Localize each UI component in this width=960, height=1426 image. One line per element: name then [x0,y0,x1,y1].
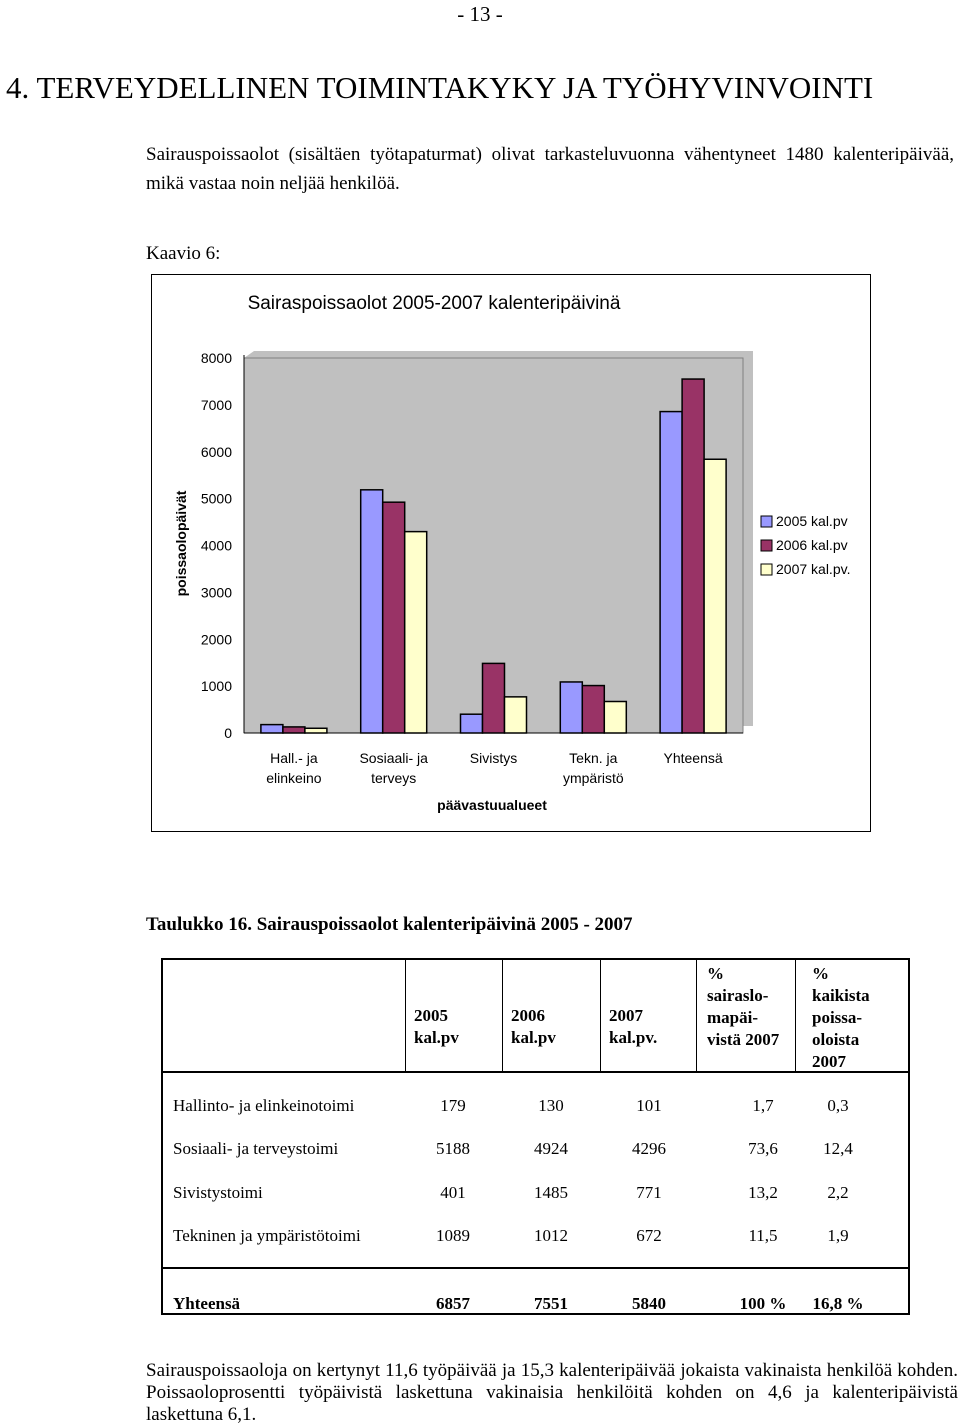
table-cell: 130 [538,1096,564,1115]
row-label: Sosiaali- ja terveystoimi [173,1139,339,1158]
x-tick-label: Tekn. ja [569,750,618,766]
y-tick-label: 6000 [200,443,232,460]
y-tick-label: 5000 [200,490,232,507]
column-header-line: kal.pv. [609,1028,658,1047]
y-tick-label: 2000 [200,631,232,648]
total-cell: 100 % [739,1294,787,1313]
chart-title: Sairaspoissaolot 2005-2007 kalenteripäivinä [247,293,621,314]
y-tick-label: 7000 [200,396,232,413]
table-cell: 1,7 [752,1096,774,1115]
legend-label-1: 2005 kal.pv [776,513,848,529]
row-label: Hallinto- ja elinkeinotoimi [173,1096,355,1115]
bar-3-series-3 [505,697,527,733]
table-cell: 11,5 [748,1226,778,1245]
table-cell: 4296 [632,1139,666,1158]
y-tick-label: 8000 [200,350,232,366]
legend-label-3: 2007 kal.pv. [776,561,851,577]
column-header-line: vistä 2007 [707,1030,780,1049]
bar-1-series-2 [283,727,305,733]
x-tick-label: ympäristö [562,770,624,786]
chart-caption: Kaavio 6: [146,243,221,264]
column-header-line: poissa- [812,1008,863,1027]
bar-chart [152,275,870,831]
x-tick-label: Sivistys [469,750,518,766]
column-header [414,1005,459,1049]
table-cell: 672 [636,1226,662,1245]
table-cell: 5188 [436,1139,470,1158]
bar-5-series-2 [682,379,704,733]
y-axis-label: poissaolopäivät [173,490,189,597]
header-divider [163,1071,908,1073]
total-cell: 16,8 % [812,1294,864,1313]
table-cell: 12,4 [823,1139,853,1158]
column-header-line: 2005 [414,1006,448,1025]
column-header-line: % [707,964,724,983]
x-tick-label: Sosiaali- ja [359,750,428,766]
column-header-line: oloista [812,1030,860,1049]
bar-5-series-3 [704,459,726,733]
column-divider [405,960,406,1073]
bar-4-series-3 [604,702,626,734]
column-divider [696,960,697,1073]
x-axis-label: päävastuualueet [437,797,547,813]
table-cell: 13,2 [748,1183,778,1202]
x-tick-label: terveys [371,770,417,786]
column-header-line: % [812,964,829,983]
column-divider [600,960,601,1073]
total-divider [163,1267,908,1269]
column-header [812,963,870,1073]
total-cell: 5840 [632,1294,666,1313]
legend-swatch-2 [761,540,772,551]
bar-1-series-1 [261,725,283,733]
column-header-line: 2007 [812,1052,846,1071]
legend-swatch-3 [761,564,772,575]
column-header-line: sairaslo- [707,986,769,1005]
x-tick-label: Hall.- ja [270,750,318,766]
column-divider [795,960,796,1073]
total-cell: 6857 [436,1294,470,1313]
column-header-line: 2006 [511,1006,545,1025]
intro-paragraph: Sairauspoissaolot (sisältäen työtapaturmat) olivat tarkasteluvuonna vähentyneet 1480 kalenteripäivää, mikä vastaa noin neljää henkilöä. [146,144,954,194]
y-tick-label: 4000 [200,537,232,554]
table-cell: 101 [636,1096,662,1115]
bar-2-series-1 [361,490,383,733]
x-tick-label: Yhteensä [663,750,723,766]
bar-3-series-1 [461,714,483,733]
total-cell: 7551 [534,1294,568,1313]
table-cell: 1485 [534,1183,568,1202]
chart-frame [151,274,871,832]
table-cell: 4924 [534,1139,568,1158]
table-caption: Taulukko 16. Sairauspoissaolot kalenteripäivinä 2005 - 2007 [146,914,633,935]
column-header [707,963,779,1051]
bar-4-series-2 [582,686,604,733]
y-tick-label: 3000 [200,584,232,601]
x-tick-label: elinkeino [266,770,322,786]
data-table [161,958,910,1315]
table-cell: 0,3 [827,1096,849,1115]
column-header [511,1005,556,1049]
column-header-line: 2007 [609,1006,643,1025]
legend-label-2: 2006 kal.pv [776,537,848,553]
column-header-line: mapäi- [707,1008,758,1027]
bar-5-series-1 [660,412,682,733]
bar-2-series-3 [405,532,427,733]
bar-4-series-1 [560,682,582,733]
table-cell: 73,6 [748,1139,778,1158]
row-label: Sivistystoimi [173,1183,263,1202]
total-label: Yhteensä [173,1294,241,1313]
section-heading: 4. TERVEYDELLINEN TOIMINTAKYKY JA TYÖHYVINVOINTI [6,70,874,105]
column-header-line: kal.pv [414,1028,459,1047]
table-cell: 1012 [534,1226,568,1245]
y-tick-label: 0 [224,725,232,741]
row-label: Tekninen ja ympäristötoimi [173,1226,361,1245]
table-cell: 401 [440,1183,466,1202]
column-header [609,1005,657,1049]
column-header-line: kaikista [812,986,870,1005]
closing-paragraph: Sairauspoissaoloja on kertynyt 11,6 työpäivää ja 15,3 kalenteripäivää jokaista vakinaista henkilöä kohden. Poissaoloprosentti työpäivistä laskettuna vakinaisia henkilöitä kohden on 4,6 ja kalenteripäivistä laskettuna 6,1. [146,1360,958,1425]
column-header-line: kal.pv [511,1028,556,1047]
legend-swatch-1 [761,516,772,527]
table-cell: 179 [440,1096,466,1115]
column-divider [502,960,503,1073]
table-cell: 1089 [436,1226,470,1245]
table-cell: 2,2 [827,1183,849,1202]
y-tick-label: 1000 [200,678,232,695]
bar-2-series-2 [383,502,405,733]
table-cell: 771 [636,1183,662,1202]
page-number: - 13 - [457,2,503,26]
bar-1-series-3 [305,728,327,733]
table-cell: 1,9 [827,1226,849,1245]
bar-3-series-2 [483,663,505,733]
